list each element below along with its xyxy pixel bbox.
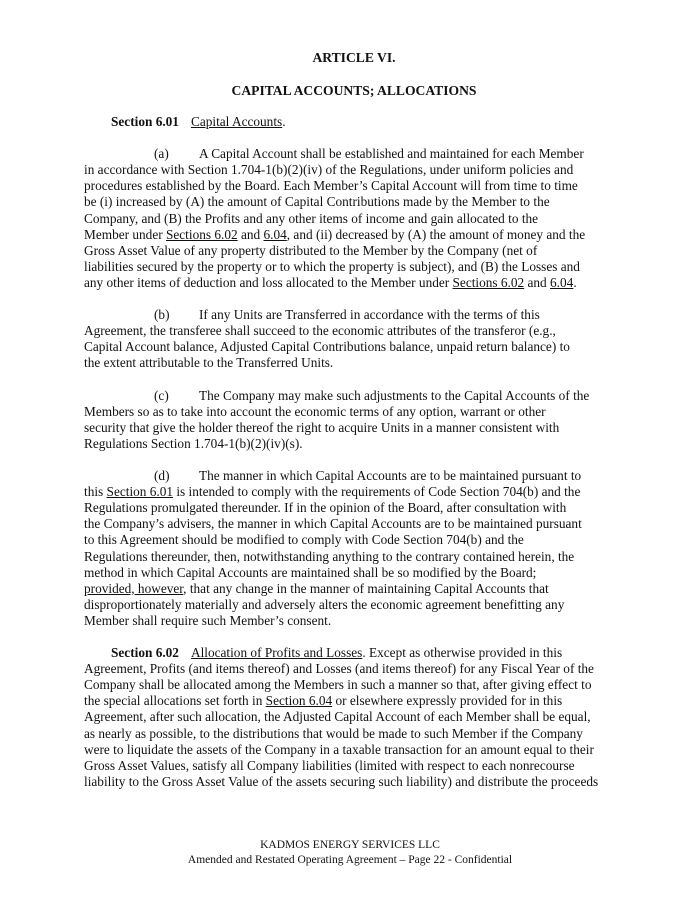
- subsection-a: (a) A Capital Account shall be established and maintained for each Member in accordance with Section 1.704-1(b)(2)(iv) of the Regulations, under uniform policies and procedures established by the Board. Each Member’s Capital Account will from time to time be (i) increased by (A) the amount of Capital Contributions made by the Member to the Company, and (B) the Profits and any other items of income and gain allocated to the Member under Sections 6.02 and 6.04, and (ii) decreased by (A) the amount of money and the Gross Asset Value of any property distributed to the Member by the Company (net of liabilities secured by the property or to which the property is subject), and (B) the Losses and any other items of deduction and loss allocated to the Member under Sections 6.02 and 6.04.: [84, 146, 586, 290]
- section-reference-link: 6.04: [263, 226, 287, 242]
- section-reference-link: Section 6.01: [106, 484, 174, 500]
- subsection-marker: (c): [154, 387, 169, 403]
- section-number: Section 6.01: [111, 114, 179, 129]
- article-title: CAPITAL ACCOUNTS; ALLOCATIONS: [231, 83, 477, 98]
- section-reference-link: Section 6.04: [265, 693, 333, 709]
- subsection-marker: (d): [154, 468, 170, 484]
- section-reference-link: Sections 6.02: [452, 274, 525, 290]
- subsection-marker: (a): [154, 146, 169, 162]
- page-footer: [0, 838, 700, 868]
- section-6-01-heading: Section 6.01 Capital Accounts.: [111, 114, 286, 129]
- provided-however-term: provided, however: [84, 580, 184, 596]
- section-title: Capital Accounts: [190, 114, 283, 129]
- subsection-b: (b) If any Units are Transferred in accordance with the terms of this Agreement, the transferee shall succeed to the economic attributes of the transferor (e.g., Capital Account balance, Adjusted Capital Contributions balance, unpaid return balance) to the extent attributable to the Transferred Units.: [84, 307, 570, 371]
- section-reference-link: 6.04: [550, 274, 574, 290]
- section-reference-link: Sections 6.02: [165, 226, 238, 242]
- footer-document-line: Amended and Restated Operating Agreement – Page 22 - Confidential: [187, 854, 513, 866]
- subsection-c: (c) The Company may make such adjustments to the Capital Accounts of the Members so as to take into account the economic terms of any option, warrant or other security that give the holder thereof the right to acquire Units in a manner consistent with Regulations Section 1.704-1(b)(2)(iv)(s).: [84, 387, 590, 451]
- section-6-02: Section 6.02 Allocation of Profits and Losses. Except as otherwise provided in this Agreement, Profits (and items thereof) and Losses (and items thereof) for any Fiscal Year of the Company shall be allocated among the Members in such a manner so that, after giving effect to the special allocations set forth in Section 6.04 or elsewhere expressly provided for in this Agreement, after such allocation, the Adjusted Capital Account of each Member shall be equal, as nearly as possible, to the distributions that would be made to such Member if the Company were to liquidate the assets of the Company in a taxable transaction for an amount equal to their Gross Asset Values, satisfy all Company liabilities (limited with respect to each nonrecourse liability to the Gross Asset Value of the assets securing such liability) and distribute the proceeds: [84, 645, 599, 789]
- section-title: Allocation of Profits and Losses: [190, 645, 363, 661]
- subsection-d: (d) The manner in which Capital Accounts are to be maintained pursuant to this Section 6.01 is intended to comply with the requirements of Code Section 704(b) and the Regulations promulgated thereunder. If in the opinion of the Board, after consultation with the Company’s advisers, the manner in which Capital Accounts are to be maintained pursuant to this Agreement should be modified to comply with Code Section 704(b) and the Regulations thereunder, then, notwithstanding anything to the contrary contained herein, the method in which Capital Accounts are maintained shall be so modified by the Board; provided, however, that any change in the manner of maintaining Capital Accounts that disproportionately materially and adversely alters the economic agreement benefitting any Member shall require such Member’s consent.: [84, 468, 582, 628]
- document-body: [84, 114, 624, 806]
- footer-company: KADMOS ENERGY SERVICES LLC: [260, 839, 440, 851]
- section-number: Section 6.02: [111, 645, 179, 661]
- subsection-marker: (b): [154, 307, 170, 323]
- article-heading: ARTICLE VI.: [312, 50, 396, 65]
